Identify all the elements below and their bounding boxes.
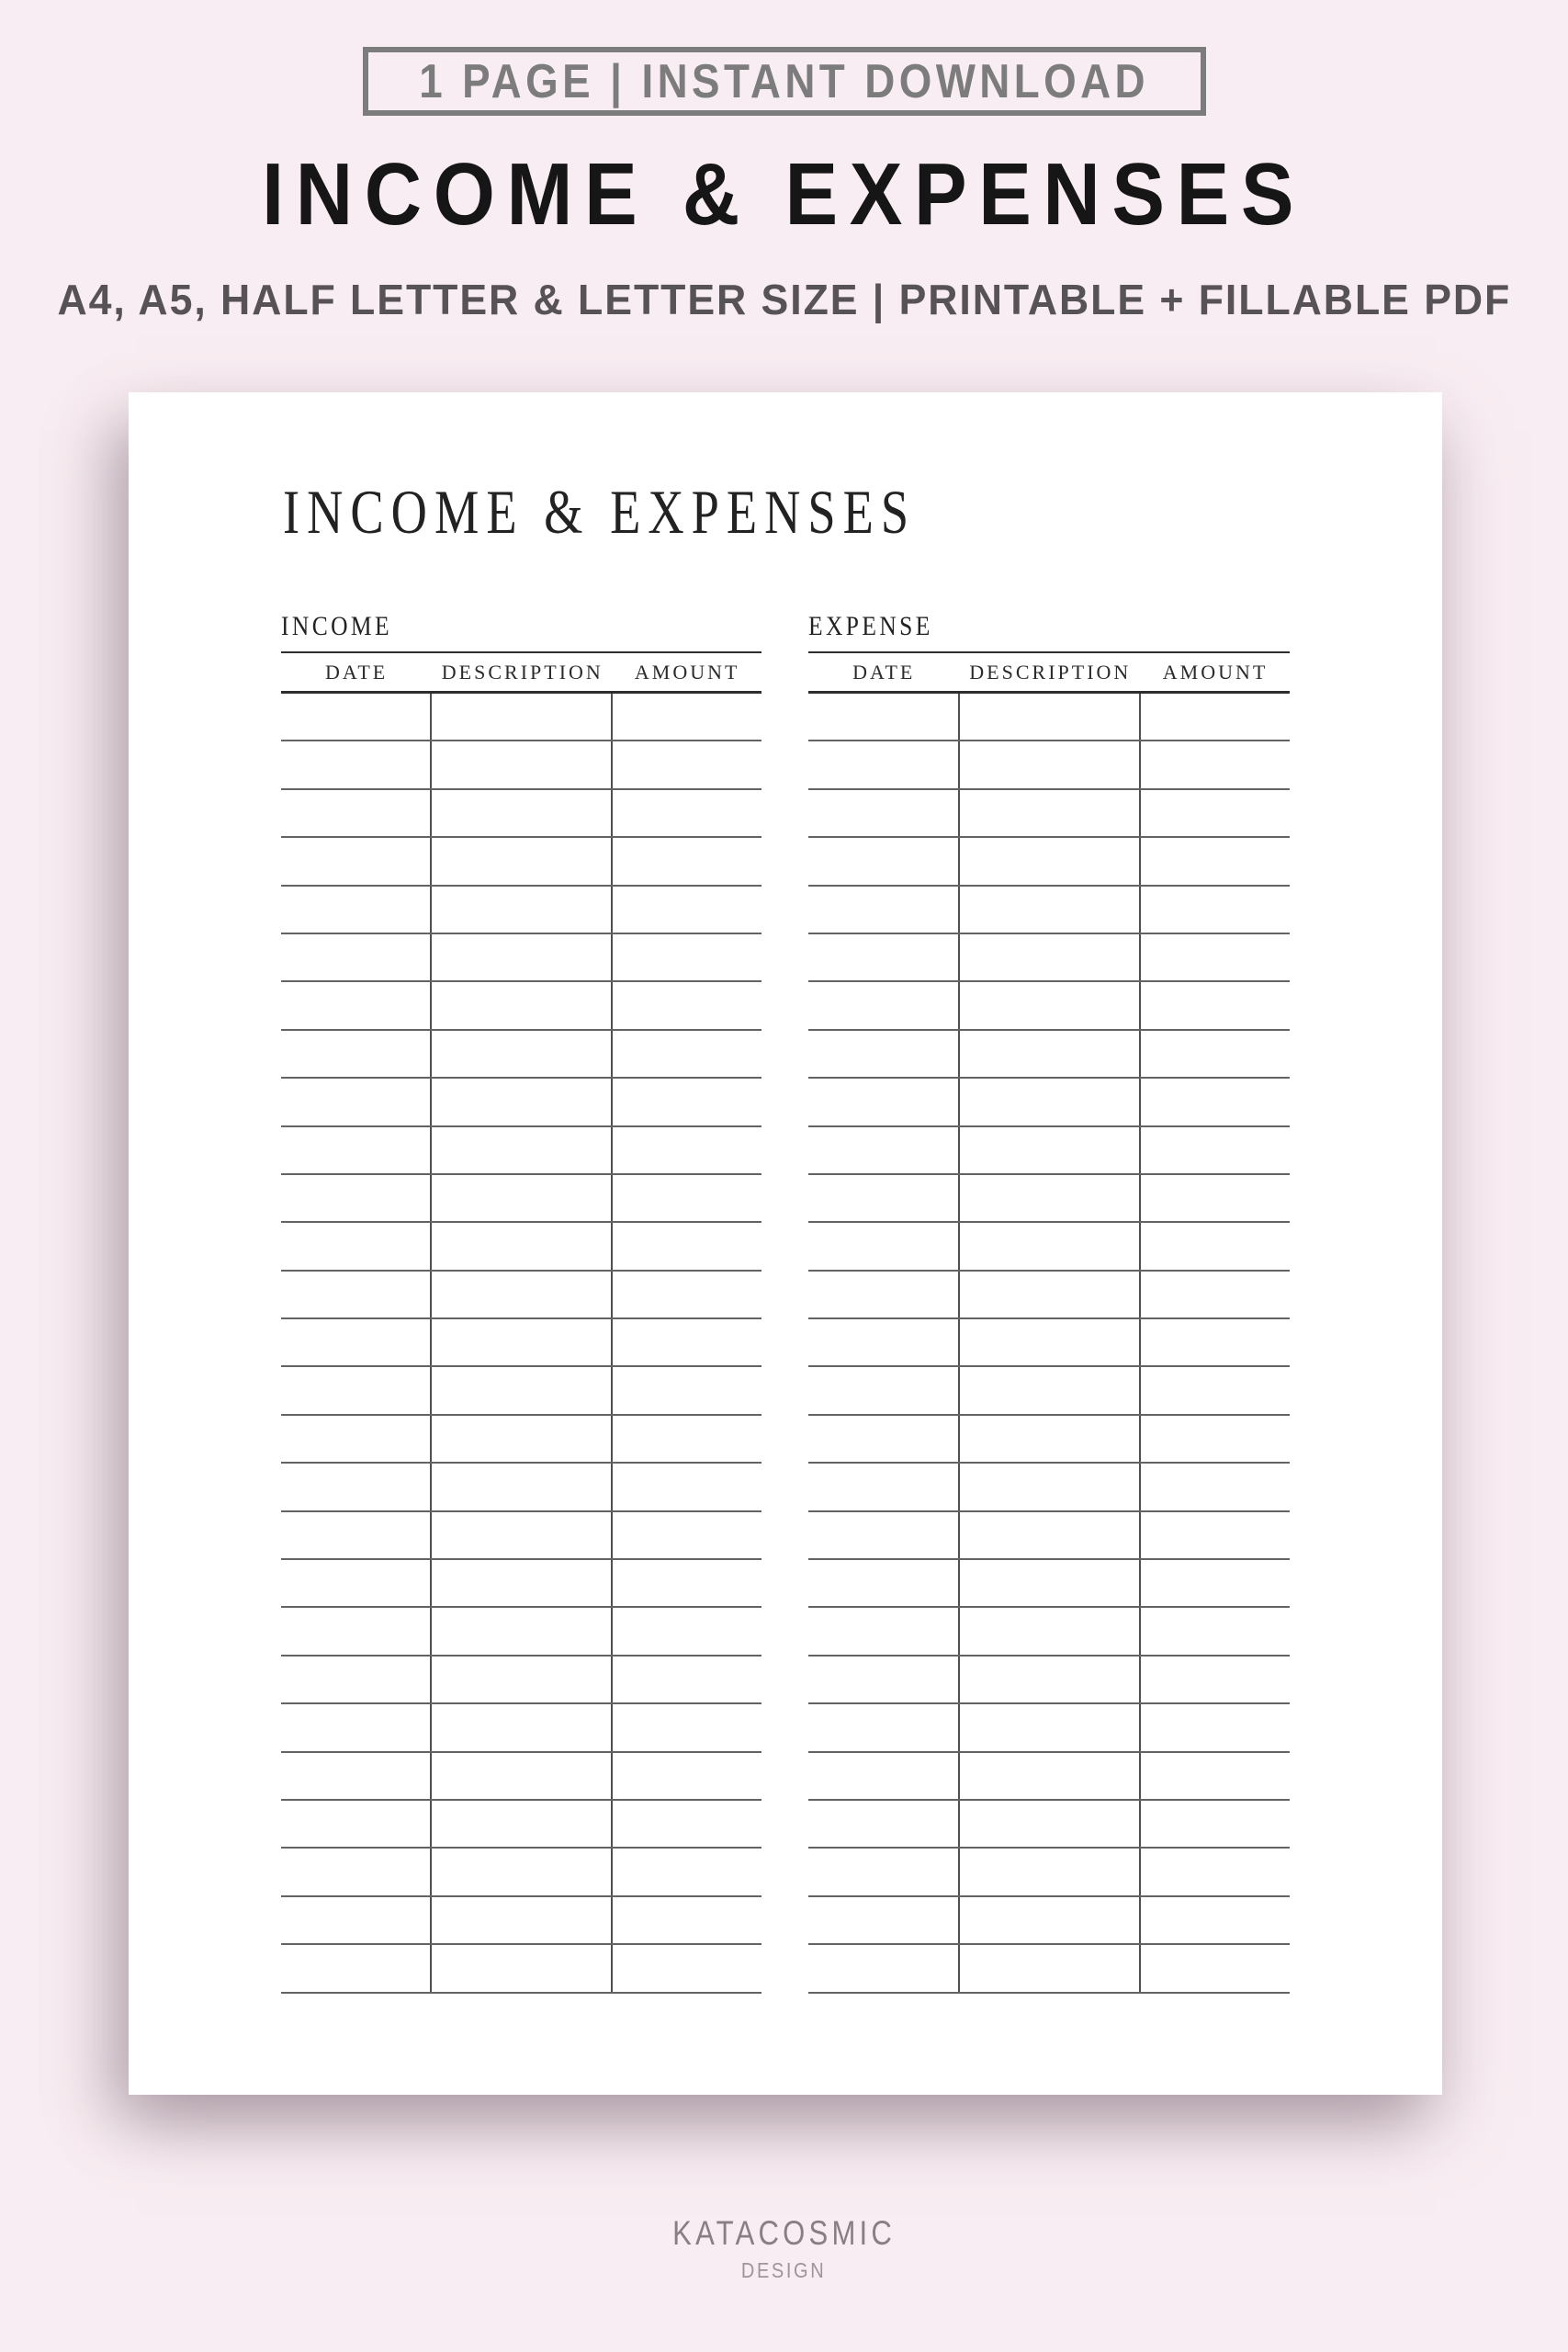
table-cell <box>808 1657 960 1702</box>
table-cell <box>808 1512 960 1558</box>
badge-label: 1 PAGE | INSTANT DOWNLOAD <box>419 54 1149 108</box>
table-row <box>281 1512 761 1560</box>
table-cell <box>808 838 960 884</box>
table-cell <box>613 1945 761 1991</box>
table-cell <box>281 1849 432 1894</box>
table-row <box>808 1416 1290 1464</box>
table-row <box>281 1753 761 1801</box>
table-cell <box>960 1945 1142 1991</box>
table-cell <box>1141 1704 1290 1750</box>
table-row <box>808 1753 1290 1801</box>
table-cell <box>808 934 960 980</box>
table-row <box>808 1945 1290 1993</box>
product-title <box>0 145 1568 243</box>
table-row <box>281 1464 761 1511</box>
expense-heading-text: EXPENSE <box>808 611 933 641</box>
income-column-header-description: DESCRIPTION <box>441 660 604 684</box>
table-row <box>808 1801 1290 1849</box>
table-row <box>281 1608 761 1656</box>
table-row <box>808 1560 1290 1608</box>
product-subtitle-text: A4, A5, HALF LETTER & LETTER SIZE | PRINTABLE + FILLABLE PDF <box>57 276 1511 323</box>
income-heading <box>281 611 761 651</box>
table-row <box>281 1319 761 1367</box>
table-cell <box>432 1945 613 1991</box>
table-cell <box>808 1560 960 1606</box>
table-cell <box>432 1608 613 1654</box>
table-cell <box>1141 1801 1290 1847</box>
table-cell <box>1141 1897 1290 1943</box>
table-cell <box>960 1897 1142 1943</box>
table-cell <box>613 1367 761 1413</box>
table-cell <box>1141 1031 1290 1077</box>
table-row <box>808 1704 1290 1752</box>
table-row <box>281 694 761 741</box>
table-cell <box>960 1416 1142 1462</box>
table-cell <box>281 790 432 836</box>
table-cell <box>808 982 960 1028</box>
expense-column-header-amount: AMOUNT <box>1162 660 1269 684</box>
table-cell <box>1141 1945 1290 1991</box>
table-cell <box>432 982 613 1028</box>
table-row <box>281 934 761 982</box>
table-cell <box>281 694 432 740</box>
table-row <box>281 1560 761 1608</box>
table-cell <box>808 694 960 740</box>
table-cell <box>432 934 613 980</box>
table-cell <box>1141 1272 1290 1317</box>
table-cell <box>432 1512 613 1558</box>
table-row <box>808 1849 1290 1896</box>
expense-column-header-description: DESCRIPTION <box>969 660 1132 684</box>
table-cell <box>808 1079 960 1125</box>
table-row <box>281 1704 761 1752</box>
table-cell <box>613 1223 761 1269</box>
table-cell <box>808 1319 960 1365</box>
table-cell <box>960 1704 1142 1750</box>
brand-tagline <box>0 2260 1568 2281</box>
table-row <box>808 982 1290 1030</box>
table-row <box>808 934 1290 982</box>
table-cell <box>960 982 1142 1028</box>
table-cell <box>1141 1319 1290 1365</box>
income-section <box>281 611 761 1994</box>
table-cell <box>281 1608 432 1654</box>
table-row <box>281 887 761 934</box>
table-cell <box>1141 1464 1290 1510</box>
table-row <box>808 1223 1290 1271</box>
table-cell <box>960 1127 1142 1173</box>
table-cell <box>432 1849 613 1894</box>
table-cell <box>613 1464 761 1510</box>
table-cell <box>960 1079 1142 1125</box>
table-cell <box>281 1464 432 1510</box>
table-cell <box>1141 1657 1290 1702</box>
table-cell <box>808 1849 960 1894</box>
table-cell <box>281 934 432 980</box>
table-cell <box>1141 1367 1290 1413</box>
table-cell <box>1141 1608 1290 1654</box>
table-cell <box>960 694 1142 740</box>
table-row <box>281 1849 761 1896</box>
income-table <box>281 651 761 1994</box>
table-cell <box>1141 694 1290 740</box>
brand-name <box>0 2216 1568 2250</box>
table-cell <box>432 1657 613 1702</box>
table-cell <box>281 1079 432 1125</box>
table-cell <box>613 1753 761 1799</box>
table-cell <box>281 1753 432 1799</box>
table-row <box>281 741 761 789</box>
table-row <box>808 1608 1290 1656</box>
table-cell <box>808 1031 960 1077</box>
table-cell <box>1141 982 1290 1028</box>
table-cell <box>281 1367 432 1413</box>
table-cell <box>432 1560 613 1606</box>
table-cell <box>808 1223 960 1269</box>
table-cell <box>808 1367 960 1413</box>
table-cell <box>960 1608 1142 1654</box>
table-cell <box>432 1079 613 1125</box>
table-cell <box>613 1801 761 1847</box>
document-title <box>283 477 1074 547</box>
table-row <box>808 1512 1290 1560</box>
table-cell <box>613 741 761 787</box>
table-row <box>808 838 1290 886</box>
table-cell <box>960 1175 1142 1221</box>
table-cell <box>808 1897 960 1943</box>
table-cell <box>808 1175 960 1221</box>
table-cell <box>1141 741 1290 787</box>
table-row <box>808 1319 1290 1367</box>
table-cell <box>613 1416 761 1462</box>
table-cell <box>808 1127 960 1173</box>
table-cell <box>1141 887 1290 933</box>
table-cell <box>613 1608 761 1654</box>
table-cell <box>613 1272 761 1317</box>
table-row <box>808 741 1290 789</box>
table-cell <box>613 1079 761 1125</box>
table-cell <box>281 1127 432 1173</box>
table-cell <box>960 1849 1142 1894</box>
table-cell <box>432 1897 613 1943</box>
table-cell <box>808 790 960 836</box>
table-cell <box>960 1319 1142 1365</box>
table-cell <box>808 1272 960 1317</box>
table-cell <box>808 1704 960 1750</box>
income-table-body <box>281 694 761 1994</box>
table-cell <box>613 1704 761 1750</box>
table-cell <box>613 1127 761 1173</box>
table-row <box>281 1272 761 1319</box>
table-row <box>281 790 761 838</box>
expense-table <box>808 651 1290 1994</box>
expense-heading <box>808 611 1290 651</box>
table-cell <box>808 887 960 933</box>
table-row <box>281 1897 761 1945</box>
table-cell <box>1141 1560 1290 1606</box>
table-cell <box>808 1753 960 1799</box>
table-cell <box>960 838 1142 884</box>
table-cell <box>613 887 761 933</box>
table-cell <box>1141 1175 1290 1221</box>
table-cell <box>613 790 761 836</box>
table-cell <box>432 694 613 740</box>
table-cell <box>960 1272 1142 1317</box>
table-row <box>281 1175 761 1223</box>
product-badge <box>363 47 1206 116</box>
table-row <box>808 1272 1290 1319</box>
table-cell <box>281 838 432 884</box>
table-cell <box>1141 1127 1290 1173</box>
table-cell <box>960 1367 1142 1413</box>
table-cell <box>432 1464 613 1510</box>
table-row <box>808 1657 1290 1704</box>
table-cell <box>613 694 761 740</box>
brand-block <box>0 2216 1568 2281</box>
table-cell <box>281 1272 432 1317</box>
table-row <box>281 982 761 1030</box>
income-heading-text: INCOME <box>281 611 392 641</box>
table-cell <box>432 790 613 836</box>
table-cell <box>432 1704 613 1750</box>
table-cell <box>613 1512 761 1558</box>
table-row <box>808 790 1290 838</box>
table-cell <box>613 1031 761 1077</box>
table-cell <box>960 1464 1142 1510</box>
table-cell <box>1141 1223 1290 1269</box>
table-cell <box>613 1560 761 1606</box>
table-cell <box>1141 1079 1290 1125</box>
table-row <box>281 1031 761 1079</box>
table-cell <box>808 741 960 787</box>
table-cell <box>1141 1416 1290 1462</box>
table-cell <box>960 1801 1142 1847</box>
table-cell <box>432 1031 613 1077</box>
table-cell <box>432 1127 613 1173</box>
table-cell <box>1141 1849 1290 1894</box>
table-cell <box>808 1945 960 1991</box>
table-cell <box>281 1801 432 1847</box>
income-column-header-amount: AMOUNT <box>634 660 740 684</box>
table-cell <box>1141 934 1290 980</box>
table-cell <box>1141 838 1290 884</box>
table-cell <box>960 1031 1142 1077</box>
table-cell <box>613 1319 761 1365</box>
expense-column-header-date: DATE <box>852 660 916 684</box>
table-row <box>808 1031 1290 1079</box>
table-cell <box>281 1897 432 1943</box>
table-row <box>808 1127 1290 1175</box>
table-row <box>281 1416 761 1464</box>
table-cell <box>281 1704 432 1750</box>
table-cell <box>432 1175 613 1221</box>
table-row <box>281 1127 761 1175</box>
brand-tagline-text: DESIGN <box>741 2258 827 2282</box>
income-table-header <box>281 653 761 694</box>
table-cell <box>1141 790 1290 836</box>
table-row <box>281 1367 761 1415</box>
table-cell <box>613 1897 761 1943</box>
table-cell <box>960 1560 1142 1606</box>
table-row <box>808 1897 1290 1945</box>
table-row <box>808 887 1290 934</box>
table-cell <box>281 1945 432 1991</box>
table-row <box>808 1079 1290 1126</box>
product-title-text: INCOME & EXPENSES <box>262 145 1306 243</box>
table-row <box>281 1079 761 1126</box>
table-cell <box>281 741 432 787</box>
table-cell <box>808 1801 960 1847</box>
page-mockup <box>129 392 1442 2095</box>
table-cell <box>281 1416 432 1462</box>
table-cell <box>1141 1512 1290 1558</box>
table-cell <box>432 1319 613 1365</box>
table-cell <box>281 1560 432 1606</box>
table-cell <box>281 982 432 1028</box>
product-subtitle <box>0 278 1568 321</box>
expense-section <box>808 611 1290 1994</box>
expense-table-body <box>808 694 1290 1994</box>
table-cell <box>1141 1753 1290 1799</box>
table-cell <box>432 741 613 787</box>
table-cell <box>432 1801 613 1847</box>
brand-name-text: KATACOSMIC <box>672 2214 896 2252</box>
table-cell <box>281 1319 432 1365</box>
table-row <box>808 1367 1290 1415</box>
table-cell <box>432 1223 613 1269</box>
table-cell <box>281 1031 432 1077</box>
table-cell <box>281 1657 432 1702</box>
table-cell <box>960 1753 1142 1799</box>
table-cell <box>613 1175 761 1221</box>
table-row <box>281 1801 761 1849</box>
table-row <box>281 1223 761 1271</box>
table-cell <box>432 838 613 884</box>
table-row <box>808 694 1290 741</box>
table-cell <box>808 1464 960 1510</box>
document-title-text: INCOME & EXPENSES <box>283 477 917 547</box>
table-cell <box>960 1512 1142 1558</box>
table-row <box>808 1464 1290 1511</box>
table-cell <box>808 1608 960 1654</box>
expense-table-header <box>808 653 1290 694</box>
table-row <box>281 1945 761 1993</box>
income-column-header-date: DATE <box>325 660 389 684</box>
table-cell <box>281 1512 432 1558</box>
table-cell <box>960 887 1142 933</box>
table-cell <box>432 887 613 933</box>
table-cell <box>960 934 1142 980</box>
table-cell <box>432 1272 613 1317</box>
table-cell <box>613 1849 761 1894</box>
table-cell <box>613 934 761 980</box>
table-cell <box>960 1657 1142 1702</box>
table-row <box>808 1175 1290 1223</box>
table-cell <box>808 1416 960 1462</box>
table-cell <box>281 887 432 933</box>
table-cell <box>613 982 761 1028</box>
table-cell <box>613 838 761 884</box>
table-cell <box>281 1223 432 1269</box>
table-cell <box>432 1367 613 1413</box>
table-cell <box>281 1175 432 1221</box>
table-cell <box>432 1416 613 1462</box>
table-cell <box>960 741 1142 787</box>
table-row <box>281 838 761 886</box>
table-row <box>281 1657 761 1704</box>
table-cell <box>960 790 1142 836</box>
table-cell <box>613 1657 761 1702</box>
table-cell <box>432 1753 613 1799</box>
table-cell <box>960 1223 1142 1269</box>
